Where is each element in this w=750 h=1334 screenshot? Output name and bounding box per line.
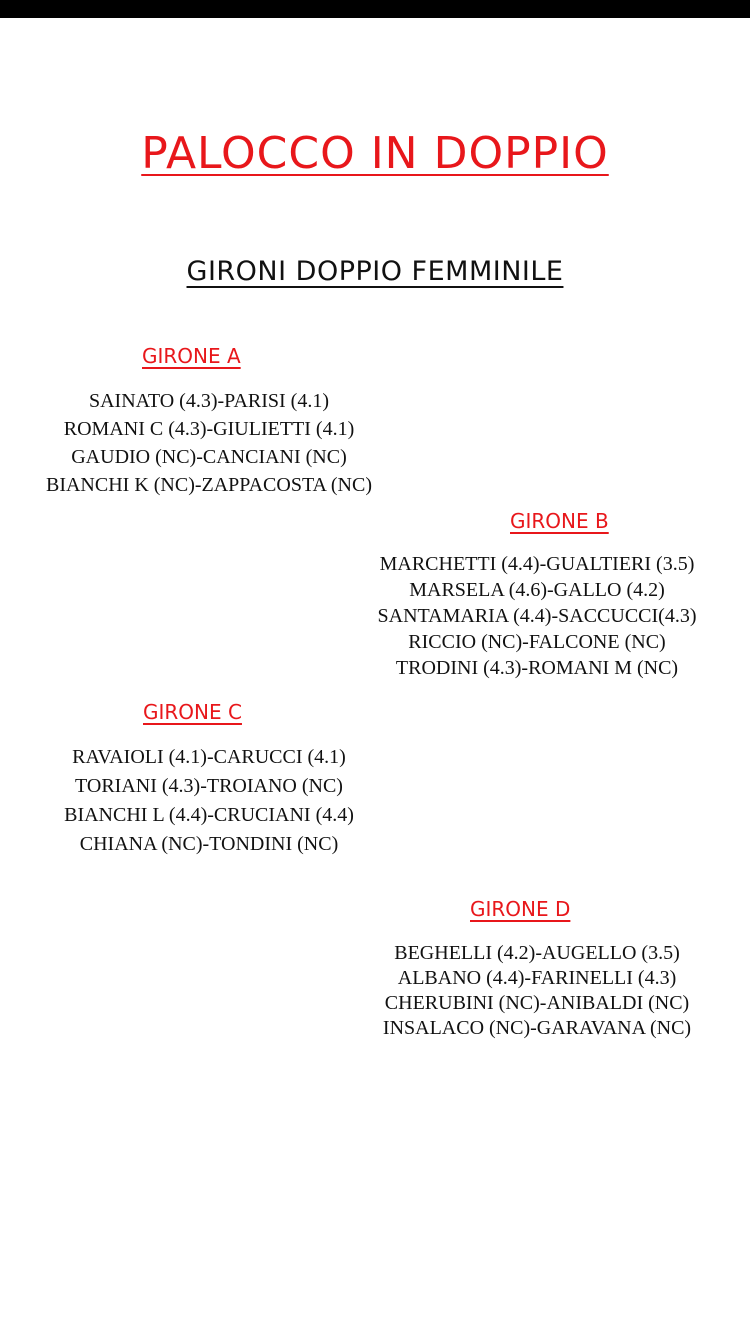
pair-item: MARCHETTI (4.4)-GUALTIERI (3.5) xyxy=(379,553,695,575)
page-subtitle: GIRONI DOPPIO FEMMINILE xyxy=(186,256,564,287)
group-c-pairs xyxy=(18,743,400,859)
group-c-title: GIRONE C xyxy=(143,700,242,724)
pair-item: BIANCHI K (NC)-ZAPPACOSTA (NC) xyxy=(45,474,372,496)
pair-item: RICCIO (NC)-FALCONE (NC) xyxy=(408,631,666,653)
pair-item: RAVAIOLI (4.1)-CARUCCI (4.1) xyxy=(72,746,346,768)
pair-item: SANTAMARIA (4.4)-SACCUCCI(4.3) xyxy=(377,605,697,627)
pair-item: BEGHELLI (4.2)-AUGELLO (3.5) xyxy=(394,942,680,964)
pair-item: CHIANA (NC)-TONDINI (NC) xyxy=(79,833,339,855)
group-b-pairs xyxy=(346,551,728,681)
status-bar xyxy=(0,0,750,18)
group-a-pairs xyxy=(18,387,400,499)
pair-item: TORIANI (4.3)-TROIANO (NC) xyxy=(75,775,343,797)
group-a-title: GIRONE A xyxy=(142,344,241,368)
page-title: PALOCCO IN DOPPIO xyxy=(141,128,609,179)
pair-item: BIANCHI L (4.4)-CRUCIANI (4.4) xyxy=(64,804,354,826)
pair-item: ALBANO (4.4)-FARINELLI (4.3) xyxy=(397,967,677,989)
pair-item: GAUDIO (NC)-CANCIANI (NC) xyxy=(71,446,347,468)
pair-item: CHERUBINI (NC)-ANIBALDI (NC) xyxy=(384,992,690,1014)
pair-item: MARSELA (4.6)-GALLO (4.2) xyxy=(409,579,665,601)
group-d-pairs xyxy=(346,941,728,1041)
pair-item: ROMANI C (4.3)-GIULIETTI (4.1) xyxy=(63,418,355,440)
group-b-title: GIRONE B xyxy=(510,509,609,533)
group-d-title: GIRONE D xyxy=(470,897,571,921)
pair-item: SAINATO (4.3)-PARISI (4.1) xyxy=(88,390,329,412)
pair-item: TRODINI (4.3)-ROMANI M (NC) xyxy=(395,657,679,679)
pair-item: INSALACO (NC)-GARAVANA (NC) xyxy=(382,1017,692,1039)
